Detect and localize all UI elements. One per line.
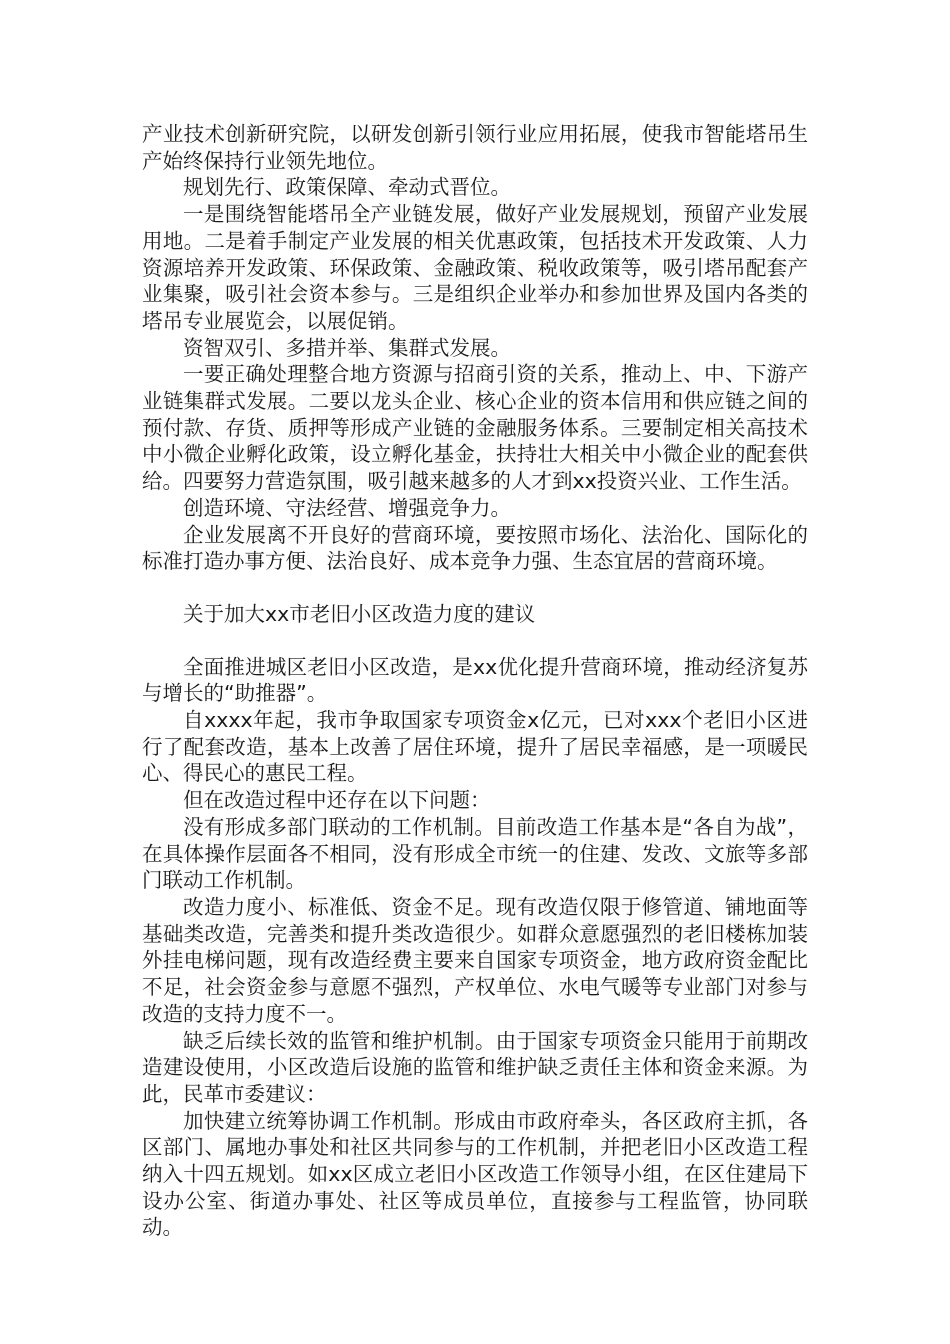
paragraph-heading: 资智双引、多措并举、集群式发展。	[183, 335, 511, 360]
paragraph: 缺乏后续长效的监管和维护机制。由于国家专项资金只能用于前期改造建设使用，小区改造后设施的监管和维护缺乏责任主体和资金来源。为此，民革市委建议：	[142, 1028, 808, 1106]
paragraph: 一是围绕智能塔吊全产业链发展，做好产业发展规划，预留产业发展用地。二是着手制定产业发展的相关优惠政策，包括技术开发政策、人力资源培养开发政策、环保政策、金融政策、税收政策等，吸引塔吊配套产业集聚，吸引社会资本参与。三是组织企业举办和参加世界及国内各类的塔吊专业展览会，以展促销。	[142, 202, 808, 333]
paragraph: 一要正确处理整合地方资源与招商引资的关系，推动上、中、下游产业链集群式发展。二要以龙头企业、核心企业的资本信用和供应链之间的预付款、存货、质押等形成产业链的金融服务体系。三要制定相关高技术中小微企业孵化政策，设立孵化基金，扶持壮大相关中小微企业的配套供给。四要努力营造氛围，吸引越来越多的人才到xx投资兴业、工作生活。	[142, 362, 808, 494]
paragraph: 但在改造过程中还存在以下问题：	[183, 788, 491, 813]
paragraph: 加快建立统筹协调工作机制。形成由市政府牵头，各区政府主抓，各区部门、属地办事处和社区共同参与的工作机制，并把老旧小区改造工程纳入十四五规划。如xx区成立老旧小区改造工作领导小组，在区住建局下设办公室、街道办事处、社区等成员单位，直接参与工程监管，协同联动。	[142, 1108, 808, 1240]
paragraph: 产业技术创新研究院，以研发创新引领行业应用拓展，使我市智能塔吊生产始终保持行业领先地位。	[142, 122, 808, 173]
paragraph-heading: 创造环境、守法经营、增强竞争力。	[183, 495, 511, 520]
paragraph-heading: 规划先行、政策保障、牵动式晋位。	[183, 175, 511, 200]
document-page	[142, 121, 808, 1241]
section-title: 关于加大xx市老旧小区改造力度的建议	[183, 601, 536, 626]
paragraph: 企业发展离不开良好的营商环境，要按照市场化、法治化、国际化的标准打造办事方便、法治良好、成本竞争力强、生态宜居的营商环境。	[142, 522, 808, 574]
paragraph: 改造力度小、标准低、资金不足。现有改造仅限于修管道、铺地面等基础类改造，完善类和提升类改造很少。如群众意愿强烈的老旧楼栋加装外挂电梯问题，现有改造经费主要来自国家专项资金，地方政府资金配比不足，社会资金参与意愿不强烈，产权单位、水电气暖等专业部门对参与改造的支持力度不一。	[142, 894, 808, 1026]
paragraph: 全面推进城区老旧小区改造，是xx优化提升营商环境，推动经济复苏与增长的“助推器”。	[142, 654, 808, 706]
paragraph: 自xxxx年起，我市争取国家专项资金x亿元，已对xxx个老旧小区进行了配套改造，基本上改善了居住环境，提升了居民幸福感，是一项暖民心、得民心的惠民工程。	[142, 708, 808, 786]
paragraph: 没有形成多部门联动的工作机制。目前改造工作基本是“各自为战”，在具体操作层面各不相同，没有形成全市统一的住建、发改、文旅等多部门联动工作机制。	[142, 814, 808, 893]
